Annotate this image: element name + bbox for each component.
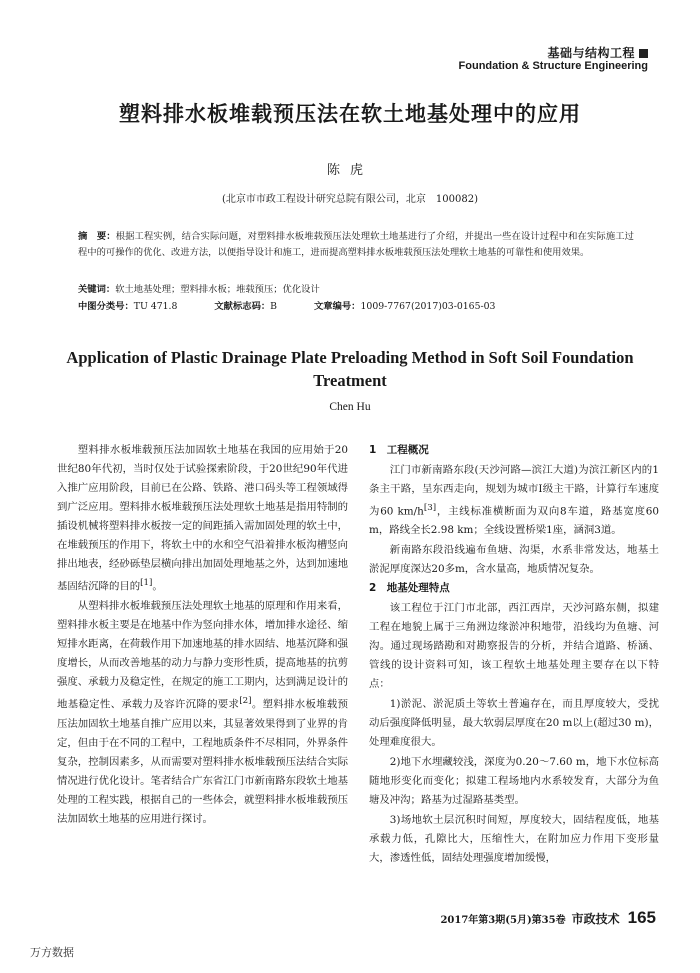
citation: [3] (423, 503, 437, 513)
body-column-right (369, 441, 659, 869)
section-label-cn: 基础与结构工程 (547, 44, 648, 61)
doc-code (214, 301, 277, 312)
article-title-cn: 塑料排水板堆载预压法在软土地基处理中的应用 (119, 102, 581, 126)
section-heading-1: 1 工程概况 (369, 444, 429, 456)
author-cn: 陈虎 (326, 163, 373, 178)
journal-name: 市政技术 (571, 912, 620, 926)
paragraph: 2)地下水埋藏较浅，深度为0.20～7.60 m，地下水位标高随地形变化而变化；拟建工程场地内水系较发育，大部分为鱼塘及冲沟；路基为过湿路基类型。 (369, 756, 659, 807)
section-heading-2: 2 地基处理特点 (369, 582, 450, 595)
article-title-en: Application of Plastic Drainage Plate Preloading Method in Soft Soil Foundation Treatment (66, 348, 634, 390)
issue-info: 2017年第3期(5月)第35卷 (440, 915, 566, 926)
section-square-icon (639, 49, 648, 58)
keywords (78, 281, 634, 295)
article-number-label: 文章编号： (313, 301, 361, 312)
doc-code-label: 文献标志码： (214, 301, 271, 312)
page-footer (440, 908, 656, 928)
affiliation: (北京市市政工程设计研究总院有限公司，北京 100082) (222, 194, 478, 205)
paragraph: 1)淤泥、淤泥质土等软土普遍存在，而且厚度较大，受扰动后强度降低明显，最大软弱层厚度在20 m以上(超过30 m)，处理难度很大。 (369, 698, 659, 749)
paragraph: 3)场地软土层沉积时间短，厚度较大，固结程度低，地基承载力低，孔隙比大，压缩性大，在附加应力作用下变形量大，渗透性低，固结处理强度增加缓慢， (369, 814, 659, 865)
keywords-label: 关键词： (78, 284, 116, 295)
paragraph: 新南路东段沿线遍布鱼塘、沟渠，水系非常发达，地基土淤泥厚度深达20多m，含水量高，地质情况复杂。 (369, 544, 659, 576)
clc (78, 301, 177, 312)
paragraph: 该工程位于江门市北部，西江西岸，天沙河路东侧，拟建工程在地貌上属于三角洲边缘淤冲积地带，沿线均为鱼塘、河沟。通过现场踏勘和对勘察报告的分析，并结合道路、桥涵、管线的设计资料可知，该工程软土地基处理主要存在以下特点： (369, 602, 659, 691)
paragraph: 塑料排水板堆载预压法加固软土地基在我国的应用始于20世纪80年代初，当时仅处于试验探索阶段，于20世纪90年代进入推广应用阶段，目前已在公路、铁路、港口码头等工程领域得到广泛应用。塑料排水板堆载预压法处理软土地基是指用特制的插设机械将塑料排水板按一定的间距插入需加固处理的软土中，在堆载预压的作用下，将软土中的水和空气沿着排水板沟槽竖向排出地表，经砂砾垫层横向排出加固处理地基之外，达到加速地基固结沉降的目的[1]。 (57, 444, 348, 593)
doc-code-value: B (270, 301, 278, 312)
article-number (314, 301, 495, 312)
abstract-text: 根据工程实例，结合实际问题，对塑料排水板堆载预压法处理软土地基进行了介绍，并提出一些在设计过程中和在实际施工过程中的可操作的优化、改进方法，以便指导设计和施工，进而提高塑料排水板堆载预压法处理软土地基的可靠性和使用效果。 (78, 231, 634, 258)
paragraph: 江门市新南路东段(天沙河路—滨江大道)为滨江新区内的1条主干路，呈东西走向，规划为城市Ⅰ级主干路，计算行车速度为60 km/h[3]，主线标准横断面为双向8车道，路基宽度60 m，路线全长2.98 km；全线设置桥梁1座，涵洞3道。 (369, 464, 659, 537)
keywords-text: 软土地基处理；塑料排水板；堆载预压；优化设计 (115, 284, 320, 295)
page-number: 165 (627, 908, 656, 927)
clc-label: 中图分类号： (78, 301, 134, 312)
paragraph: 从塑料排水板堆载预压法处理软土地基的原理和作用来看，塑料排水板主要是在地基中作为竖向排水体，增加排水途径、缩短排水距离，在荷载作用下加速地基的排水固结、地基沉降和强度增长，从而改善地基的动力与静力变形性质，提高地基的抗剪强度、承载力及稳定性，在规定的施工工期内，达到满足设计的地基稳定性、承载力及容许沉降的要求[2]。塑料排水板堆载预压法加固软土地基自推广应用以来，其显著效果得到了业界的肯定，但由于在不同的工程中，工程地质条件不尽相同，外界条件复杂，控制因素多，从而需要对塑料排水板堆载预压法结合实际情况进行优化设计。笔者结合广东省江门市新南路东段软土地基处理的工程实践，根据自己的一些体会，就塑料排水板堆载预压法加固软土地基的应用进行探讨。 (57, 600, 348, 825)
article-number-value: 1009-7767(2017)03-0165-03 (360, 301, 496, 312)
author-en: Chen Hu (329, 401, 371, 413)
body-column-left (57, 441, 348, 830)
citation: [1] (140, 578, 153, 588)
section-label-en: Foundation & Structure Engineering (458, 60, 648, 72)
classification-line (78, 298, 634, 312)
clc-value: TU 471.8 (133, 301, 178, 312)
abstract-label: 摘 要： (78, 231, 116, 242)
citation: [2] (239, 696, 252, 707)
watermark: 万方数据 (30, 946, 74, 959)
abstract (78, 229, 634, 261)
